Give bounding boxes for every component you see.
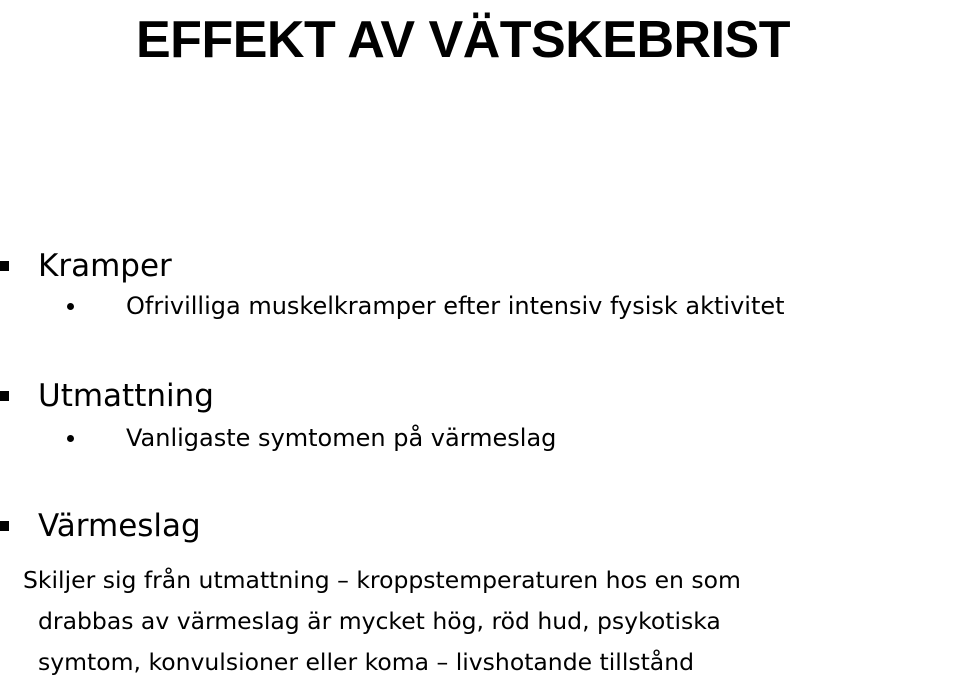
paragraph-line: drabbas av värmeslag är mycket hög, röd hud, psykotiska <box>38 607 721 635</box>
round-bullet-icon <box>67 435 74 442</box>
detail-text: Ofrivilliga muskelkramper efter intensiv fysisk aktivitet <box>126 292 785 320</box>
paragraph-line: Skiljer sig från utmattning – kroppstemperaturen hos en som <box>23 566 741 594</box>
slide-title: EFFEKT AV VÄTSKEBRIST <box>136 11 790 69</box>
detail-text: Vanligaste symtomen på värmeslag <box>126 424 557 452</box>
section-kramper <box>0 246 400 286</box>
section-heading: Kramper <box>38 248 172 284</box>
square-bullet-icon <box>0 261 9 271</box>
varmeslag-paragraph <box>23 560 953 683</box>
section-varmeslag <box>0 506 400 546</box>
section-heading: Värmeslag <box>38 508 201 544</box>
detail-utmattning <box>0 422 960 454</box>
round-bullet-icon <box>67 303 74 310</box>
paragraph-line: symtom, konvulsioner eller koma – livshotande tillstånd <box>38 648 695 676</box>
square-bullet-icon <box>0 391 9 401</box>
detail-kramper <box>0 290 960 322</box>
section-utmattning <box>0 376 400 416</box>
section-heading: Utmattning <box>38 378 214 414</box>
square-bullet-icon <box>0 521 9 531</box>
